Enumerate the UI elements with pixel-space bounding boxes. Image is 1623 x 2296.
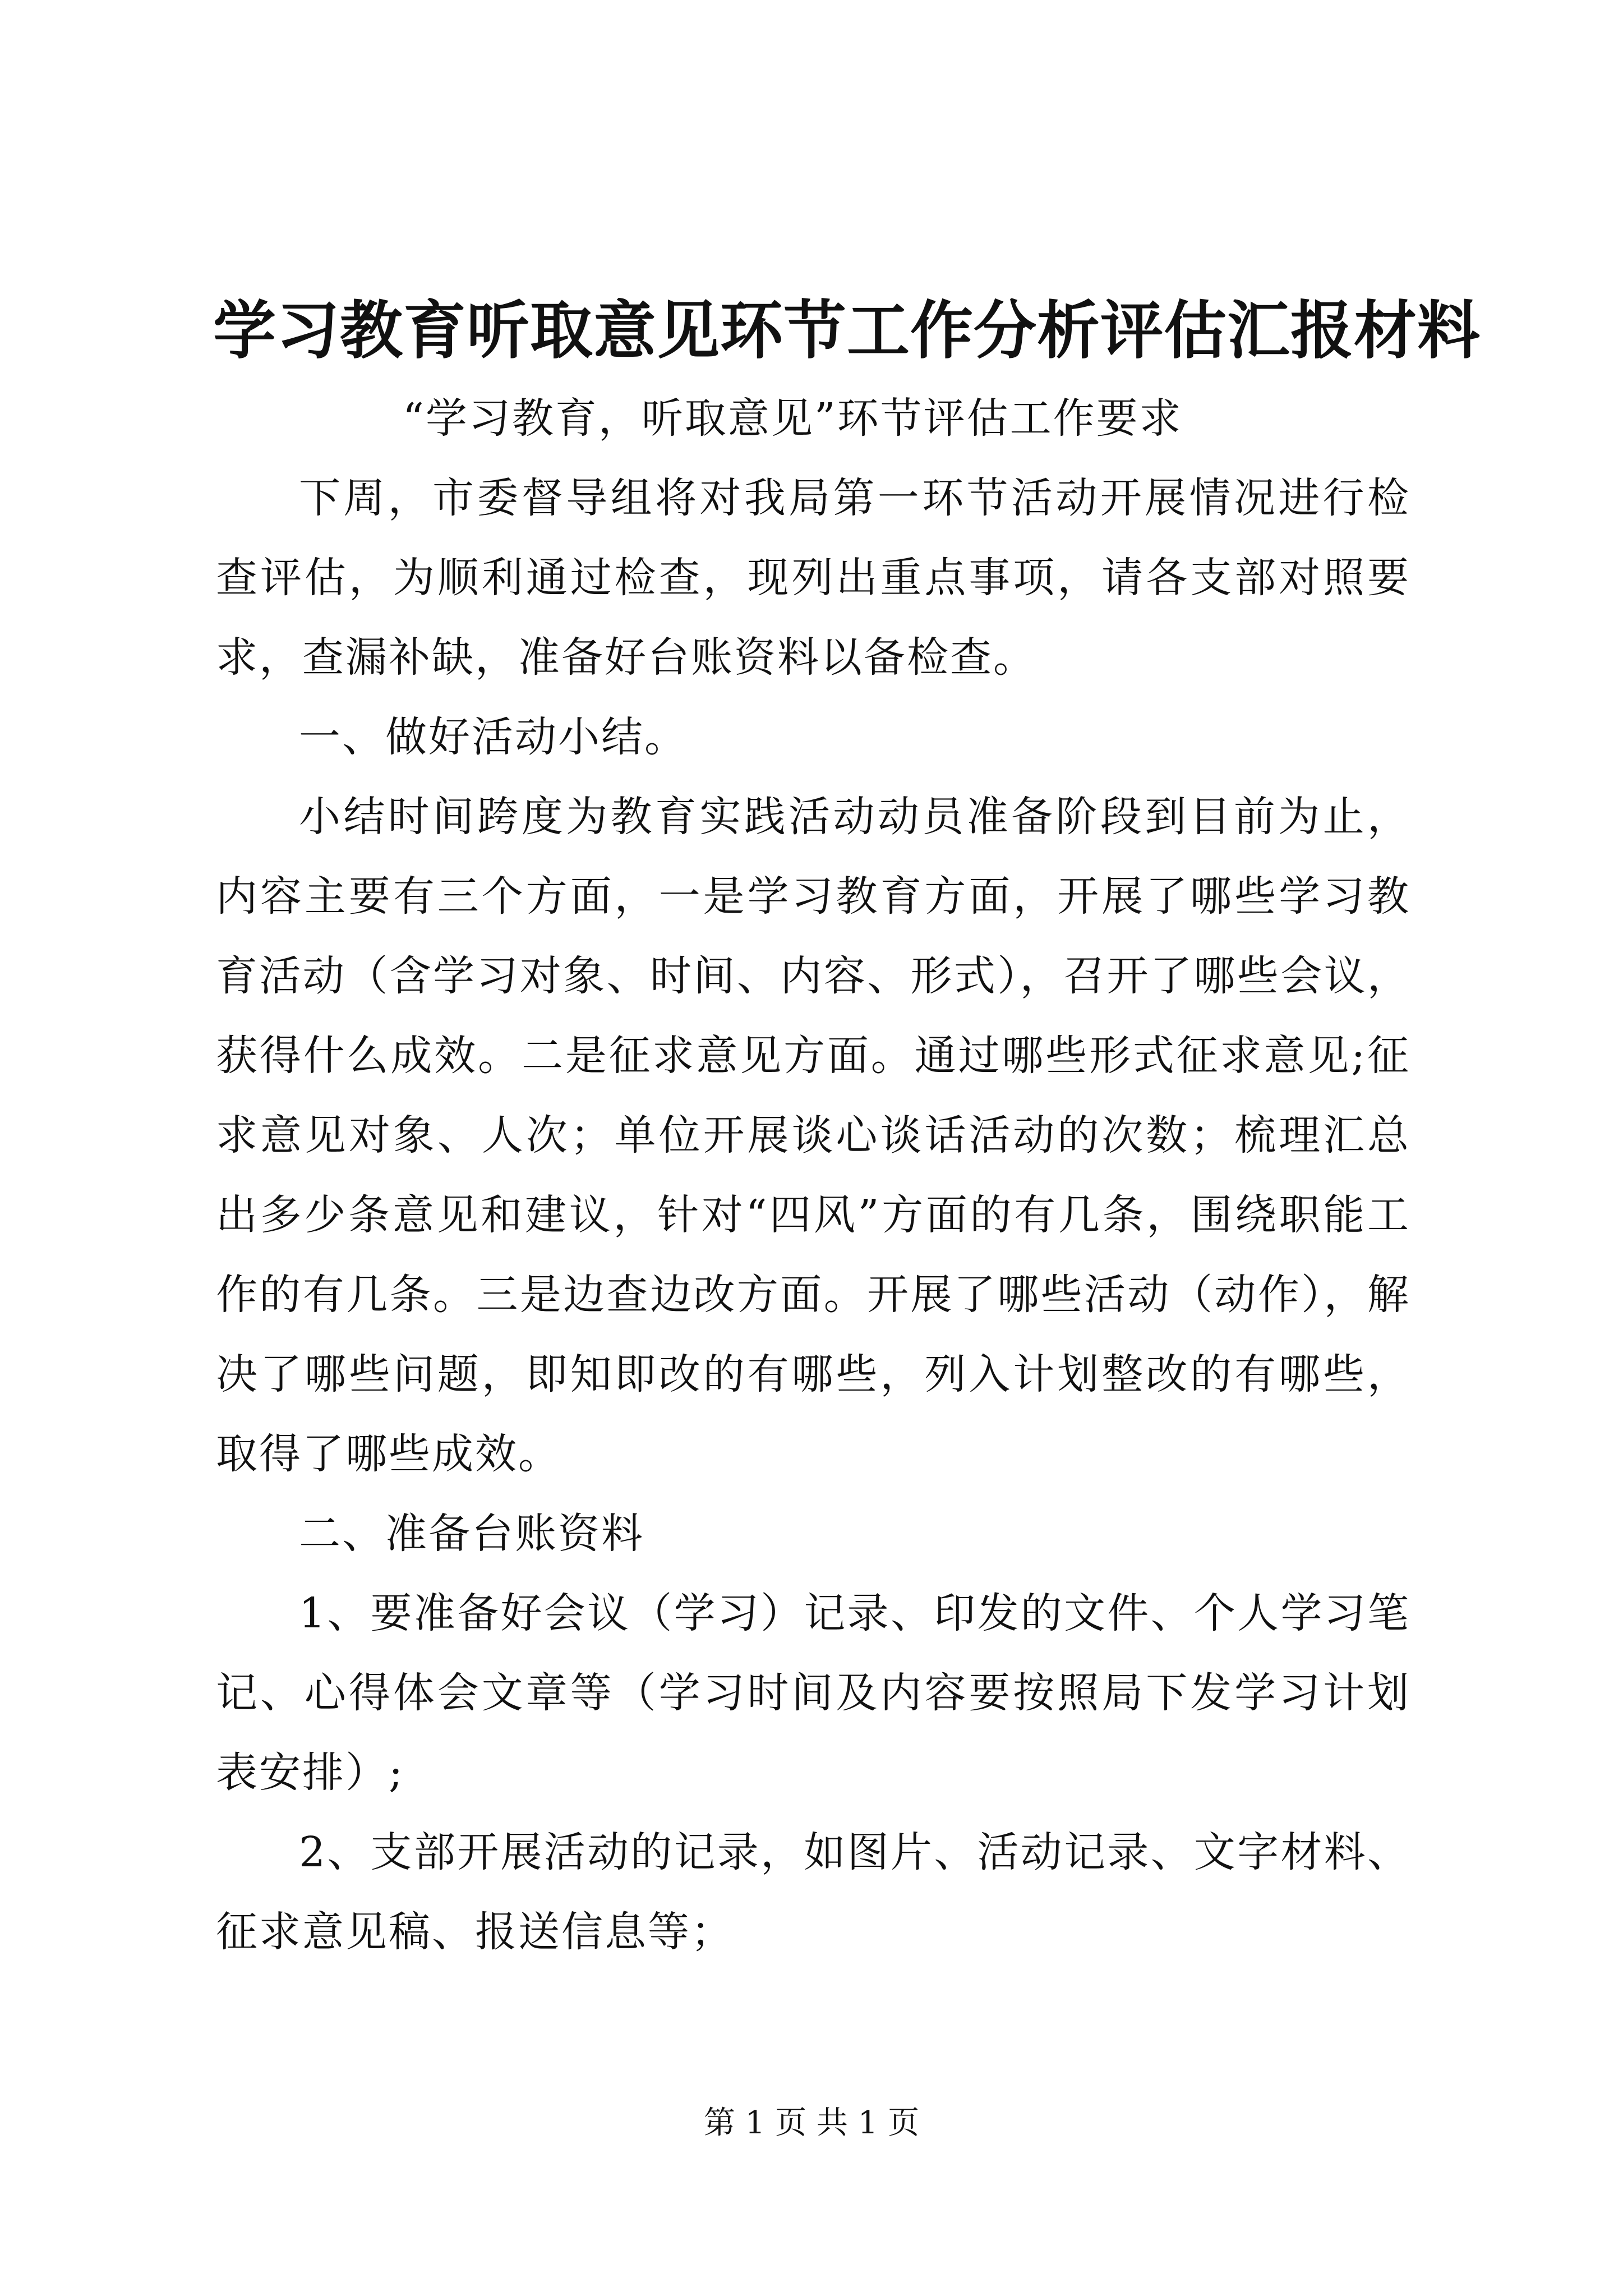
section-heading-summary: 一、做好活动小结。 xyxy=(299,713,688,761)
list-item-activity-records: 2、支部开展活动的记录，如图片、活动记录、文字材料、征求意见稿、报送信息等； xyxy=(216,1828,1410,1956)
list-item-meeting-records: 1、要准备好会议（学习）记录、印发的文件、个人学习笔记、心得体会文章等（学习时间及内容要按照局下发学习计划表安排）; xyxy=(216,1589,1410,1797)
paragraph-summary: 小结时间跨度为教育实践活动动员准备阶段到目前为止，内容主要有三个方面，一是学习教育方面，开展了哪些学习教育活动（含学习对象、时间、内容、形式），召开了哪些会议，获得什么成效。二是征求意见方面。通过哪些形式征求意见;征求意见对象、人次；单位开展谈心谈话活动的次数；梳理汇总出多少条意见和建议，针对“四风”方面的有几条，围绕职能工作的有几条。三是边查边改方面。开展了哪些活动（动作），解决了哪些问题，即知即改的有哪些，列入计划整改的有哪些，取得了哪些成效。 xyxy=(216,793,1410,1478)
document-body xyxy=(216,379,1410,1972)
document-title: 学习教育听取意见环节工作分析评估汇报材料 xyxy=(213,294,1481,367)
section-heading-ledger: 二、准备台账资料 xyxy=(299,1510,644,1558)
page-footer: 第 1 页 共 1 页 xyxy=(703,2105,920,2141)
paragraph-intro: 下周，市委督导组将对我局第一环节活动开展情况进行检查评估，为顺利通过检查，现列出重点事项，请各支部对照要求，查漏补缺，准备好台账资料以备检查。 xyxy=(216,474,1410,682)
document-subtitle: “学习教育，听取意见”环节评估工作要求 xyxy=(403,394,1183,443)
